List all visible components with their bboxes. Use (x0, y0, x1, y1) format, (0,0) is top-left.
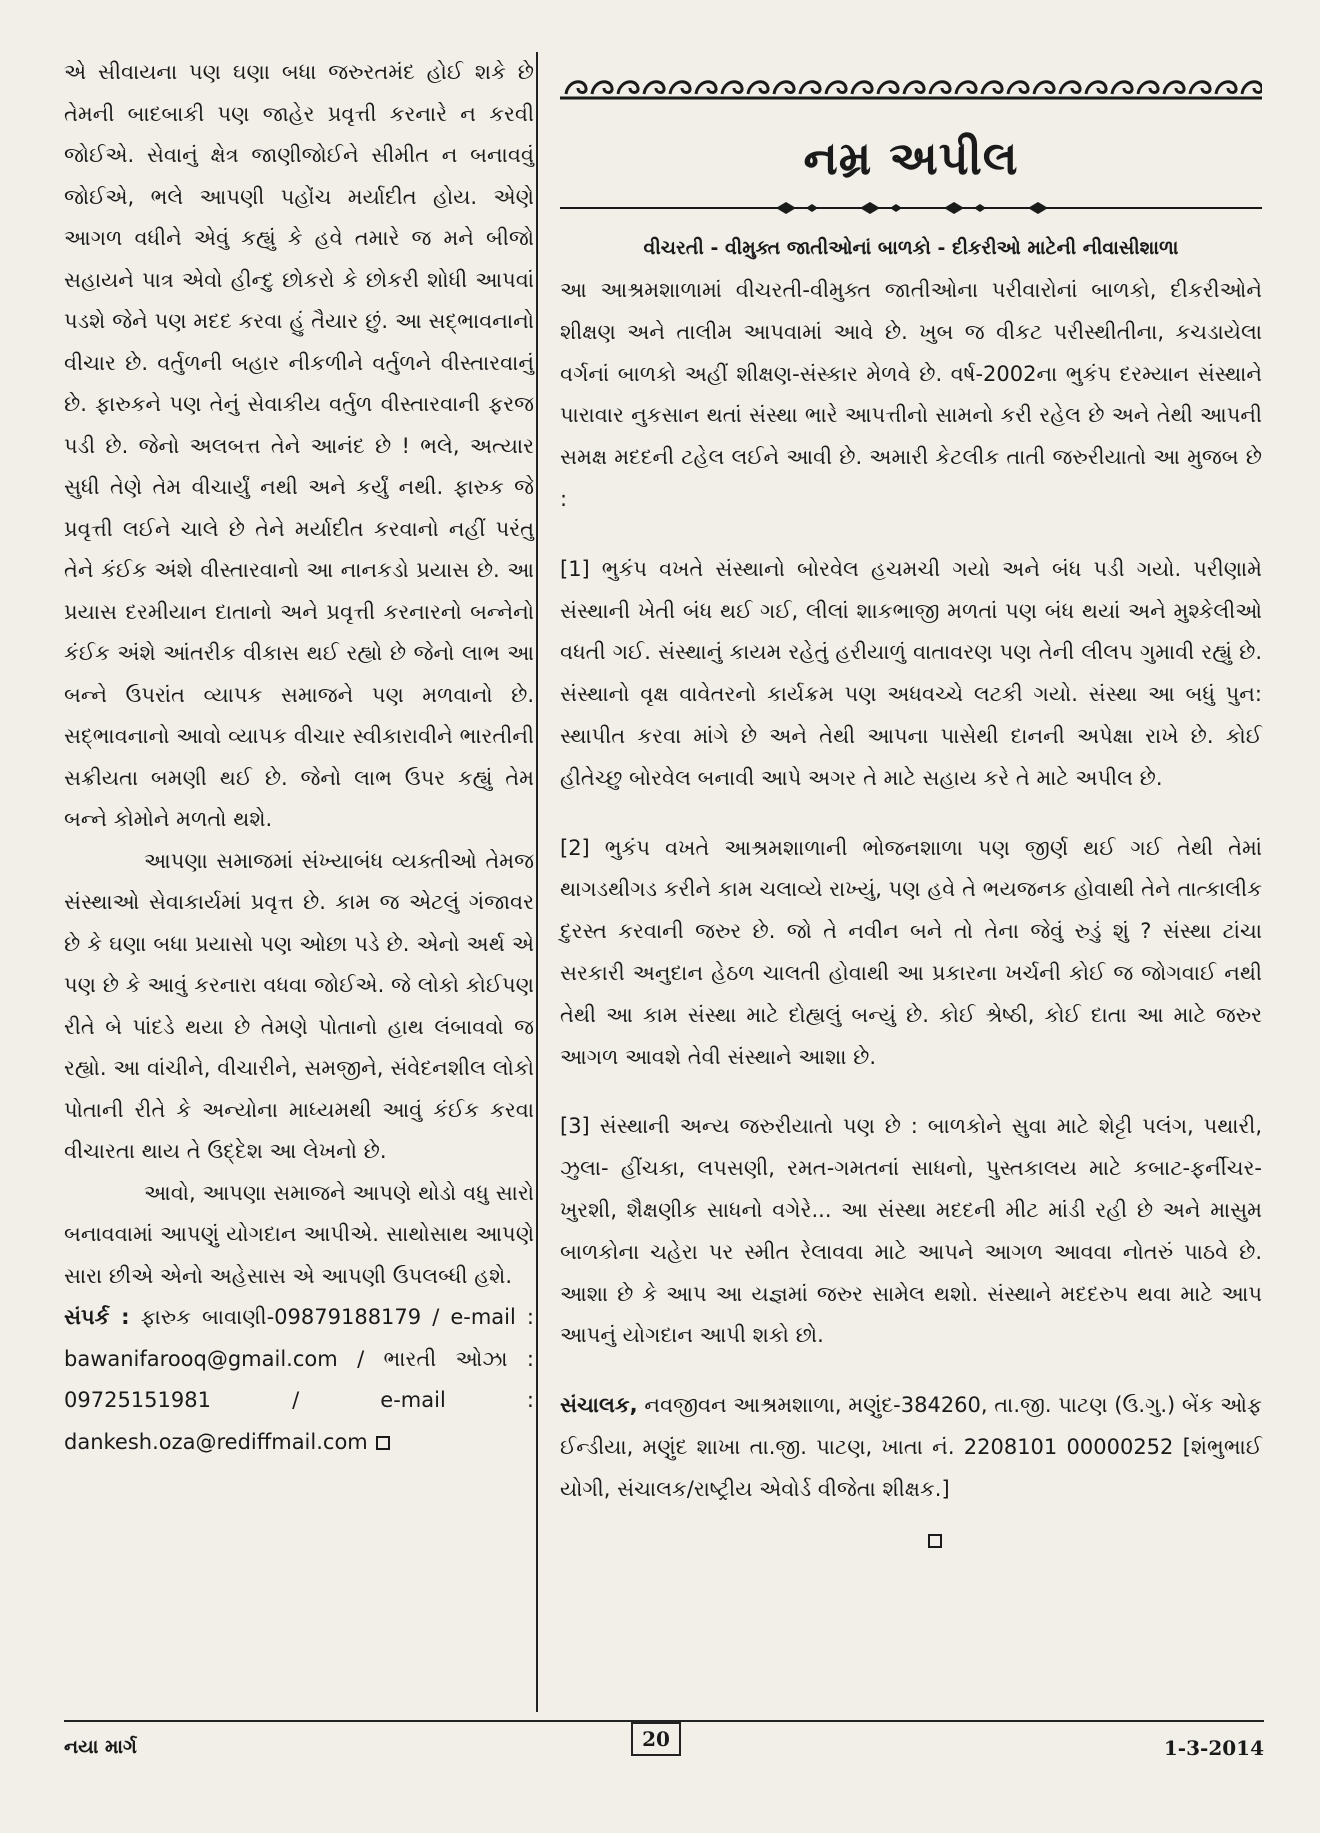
contact-label: સંપર્ક : (64, 1305, 130, 1329)
appeal-title: નમ્ર અપીલ (803, 131, 1019, 185)
left-paragraph-2: આપણા સમાજમાં સંખ્યાબંધ વ્યક્તીઓ તેમજ સંસ્થાઓ સેવાકાર્યમાં પ્રવૃત્ત છે. કામ જ એટલું ગંજાવર છે કે ઘણા બધા પ્રયાસો પણ ઓછા પડે છે. એનો અર્થ એ પણ છે કે આવું કરનારા વધવા જોઈએ. જે લોકો કોઈપણ રીતે બે પાંદડે થયા છે તેમણે પોતાનો હાથ લંબાવવો જ રહ્યો. આ વાંચીને, વીચારીને, સમજીને, સંવેદનશીલ લોકો પોતાની રીતે કે અન્યોના માધ્યમથી આવું કંઈક કરવા વીચારતા થાય તે ઉદ્દેશ આ લેખનો છે. (64, 848, 534, 1163)
appeal-point-1: [1] ભુકંપ વખતે સંસ્થાનો બોરવેલ હચમચી ગયો અને બંધ પડી ગયો. પરીણામે સંસ્થાની ખેતી બંધ થઈ ગઈ, લીલાં શાકભાજી મળતાં પણ બંધ થયાં અને મુશ્કેલીઓ વધતી ગઈ. સંસ્થાનું કાયમ રહેતું હરીયાળું વાતાવરણ પણ તેની લીલપ ગુમાવી રહ્યું છે. સંસ્થાનો વૃક્ષ વાવેતરનો કાર્યક્રમ પણ અધવચ્ચે લટકી ગયો. સંસ્થા આ બધું પુન: સ્થાપીત કરવા માંગે છે અને તેથી આપના પાસેથી દાનની અપેક્ષા રાખે છે. કોઈ હીતેચ્છુ બોરવેલ બનાવી આપે અગર તે માટે સહાય કરે તે માટે અપીલ છે. (560, 556, 1262, 790)
page-number: 20 (631, 1722, 681, 1756)
contact-text: ફારુક બાવાણી-09879188179 / e-mail : bawanifarooq@gmail.com / ભારતી ઓઝા : 09725151981 / e-mail : dankesh.oza@rediffmail.com (64, 1305, 534, 1454)
appeal-intro: આ આશ્રમશાળામાં વીચરતી-વીમુક્ત જાતીઓના પરીવારોનાં બાળકો, દીકરીઓને શીક્ષણ અને તાલીમ આપવામાં આવે છે. ખુબ જ વીકટ પરીસ્થીતીના, કચડાયેલા વર્ગનાં બાળકો અહીં શીક્ષણ-સંસ્કાર મેળવે છે. વર્ષ-2002ના ભુકંપ દરમ્યાન સંસ્થાને પારાવાર નુકસાન થતાં સંસ્થા ભારે આપત્તીનો સામનો કરી રહેલ છે અને તેથી આપની સમક્ષ મદદની ટહેલ લઈને આવી છે. અમારી કેટલીક તાતી જરુરીયાતો આ મુજબ છે : (560, 278, 1262, 511)
ornamental-border-icon (560, 72, 1262, 108)
issue-date: 1-3-2014 (1163, 1736, 1264, 1760)
director-text: નવજીવન આશ્રમશાળા, મણુંદ-384260, તા.જી. પાટણ (ઉ.ગુ.) બેંક ઓફ ઈન્ડીયા, મણુંદ શાખા તા.જી. પાટણ, ખાતા નં. 2208101 00000252 [શંભુભાઈ યોગી, સંચાલક/રાષ્ટ્રીય એવોર્ડ વીજેતા શીક્ષક.] (560, 1393, 1262, 1501)
appeal-subtitle: વીચરતી - વીમુક્ત જાતીઓનાં બાળકો - દીકરીઓ માટેની નીવાસીશાળા (643, 237, 1179, 259)
column-divider (536, 52, 538, 1712)
left-paragraph-3: આવો, આપણા સમાજને આપણે થોડો વધુ સારો બનાવવામાં આપણું યોગદાન આપીએ. સાથોસાથ આપણે સારા છીએ એનો અહેસાસ એ આપણી ઉપલબ્ધી હશે. (64, 1180, 534, 1288)
director-label: સંચાલક, (560, 1393, 638, 1418)
end-mark-icon (928, 1534, 942, 1548)
magazine-name: નયા માર્ગ (64, 1736, 137, 1758)
appeal-point-2: [2] ભુકંપ વખતે આશ્રમશાળાની ભોજનશાળા પણ જીર્ણ થઈ ગઈ તેથી તેમાં થાગડથીગડ કરીને કામ ચલાવ્યે રાખ્યું, પણ હવે તે ભયજનક હોવાથી તેને તાત્કાલીક દુરસ્ત કરવાની જરુર છે. જો તે નવીન બને તો તેના જેવું રુડું શું ? સંસ્થા ટાંચા સરકારી અનુદાન હેઠળ ચાલતી હોવાથી આ પ્રકારના ખર્ચની કોઈ જ જોગવાઈ નથી તેથી આ કામ સંસ્થા માટે દોહ્યલું બન્યું છે. કોઈ શ્રેષ્ઠી, કોઈ દાતા આ માટે જરુર આગળ આવશે તેવી સંસ્થાને આશા છે. (560, 835, 1262, 1069)
left-column (64, 52, 534, 1463)
left-paragraph-1: એ સીવાયના પણ ઘણા બધા જરુરતમંદ હોઈ શકે છે તેમની બાદબાકી પણ જાહેર પ્રવૃત્તી કરનારે ન કરવી જોઈએ. સેવાનું ક્ષેત્ર જાણીજોઈને સીમીત ન બનાવવું જોઈએ, ભલે આપણી પહોંચ મર્યાદીત હોય. એણે આગળ વધીને એવું કહ્યું કે હવે તમારે જ મને બીજો સહાયને પાત્ર એવો હીન્દુ છોકરો કે છોકરી શોધી આપવાં પડશે જેને પણ મદદ કરવા હું તૈયાર છું. આ સદ્ભાવનાનો વીચાર છે. વર્તુળની બહાર નીકળીને વર્તુળને વીસ્તારવાનું છે. ફારુકને પણ તેનું સેવાકીય વર્તુળ વીસ્તારવાની ફરજ પડી છે. જેનો અલબત્ત તેને આનંદ છે ! ભલે, અત્યાર સુધી તેણે તેમ વીચાર્યું નથી અને કર્યું નથી. ફારુક જે પ્રવૃત્તી લઈને ચાલે છે તેને મર્યાદીત કરવાનો નહીં પરંતુ તેને કંઈક અંશે વીસ્તારવાનો આ નાનકડો પ્રયાસ છે. આ પ્રયાસ દરમીયાન દાતાનો અને પ્રવૃત્તી કરનારનો બન્નેનો કંઈક અંશે આંતરીક વીકાસ થઈ રહ્યો છે જેનો લાભ આ બન્ને ઉપરાંત વ્યાપક સમાજને પણ મળવાનો છે. સદ્ભાવનાનો આવો વ્યાપક વીચાર સ્વીકારાવીને ભારતીની સક્રીયતા બમણી થઈ છે. જેનો લાભ ઉપર કહ્યું તેમ બન્ને કોમોને મળતો થશે. (64, 60, 534, 831)
right-column (560, 72, 1262, 1550)
appeal-point-3: [3] સંસ્થાની અન્ય જરુરીયાતો પણ છે : બાળકોને સુવા માટે શેટ્ટી પલંગ, પથારી, ઝુલા- હીંચકા, લપસણી, રમત-ગમતનાં સાધનો, પુસ્તકાલય માટે કબાટ-ફર્નીચર-ખુરશી, શૈક્ષણીક સાધનો વગેરે... આ સંસ્થા મદદની મીટ માંડી રહી છે અને માસુમ બાળકોના ચહેરા પર સ્મીત રેલાવવા માટે આપને આગળ આવવા નોતરું પાઠવે છે. આશા છે કે આપ આ યજ્ઞમાં જરુર સામેલ થશો. સંસ્થાને મદદરુપ થવા માટે આપ આપનું યોગદાન આપી શકો છો. (560, 1114, 1262, 1348)
director-block (560, 1385, 1262, 1510)
end-mark-icon (376, 1436, 390, 1450)
title-rule-ornament-icon (560, 194, 1262, 222)
contact-block (64, 1297, 534, 1463)
